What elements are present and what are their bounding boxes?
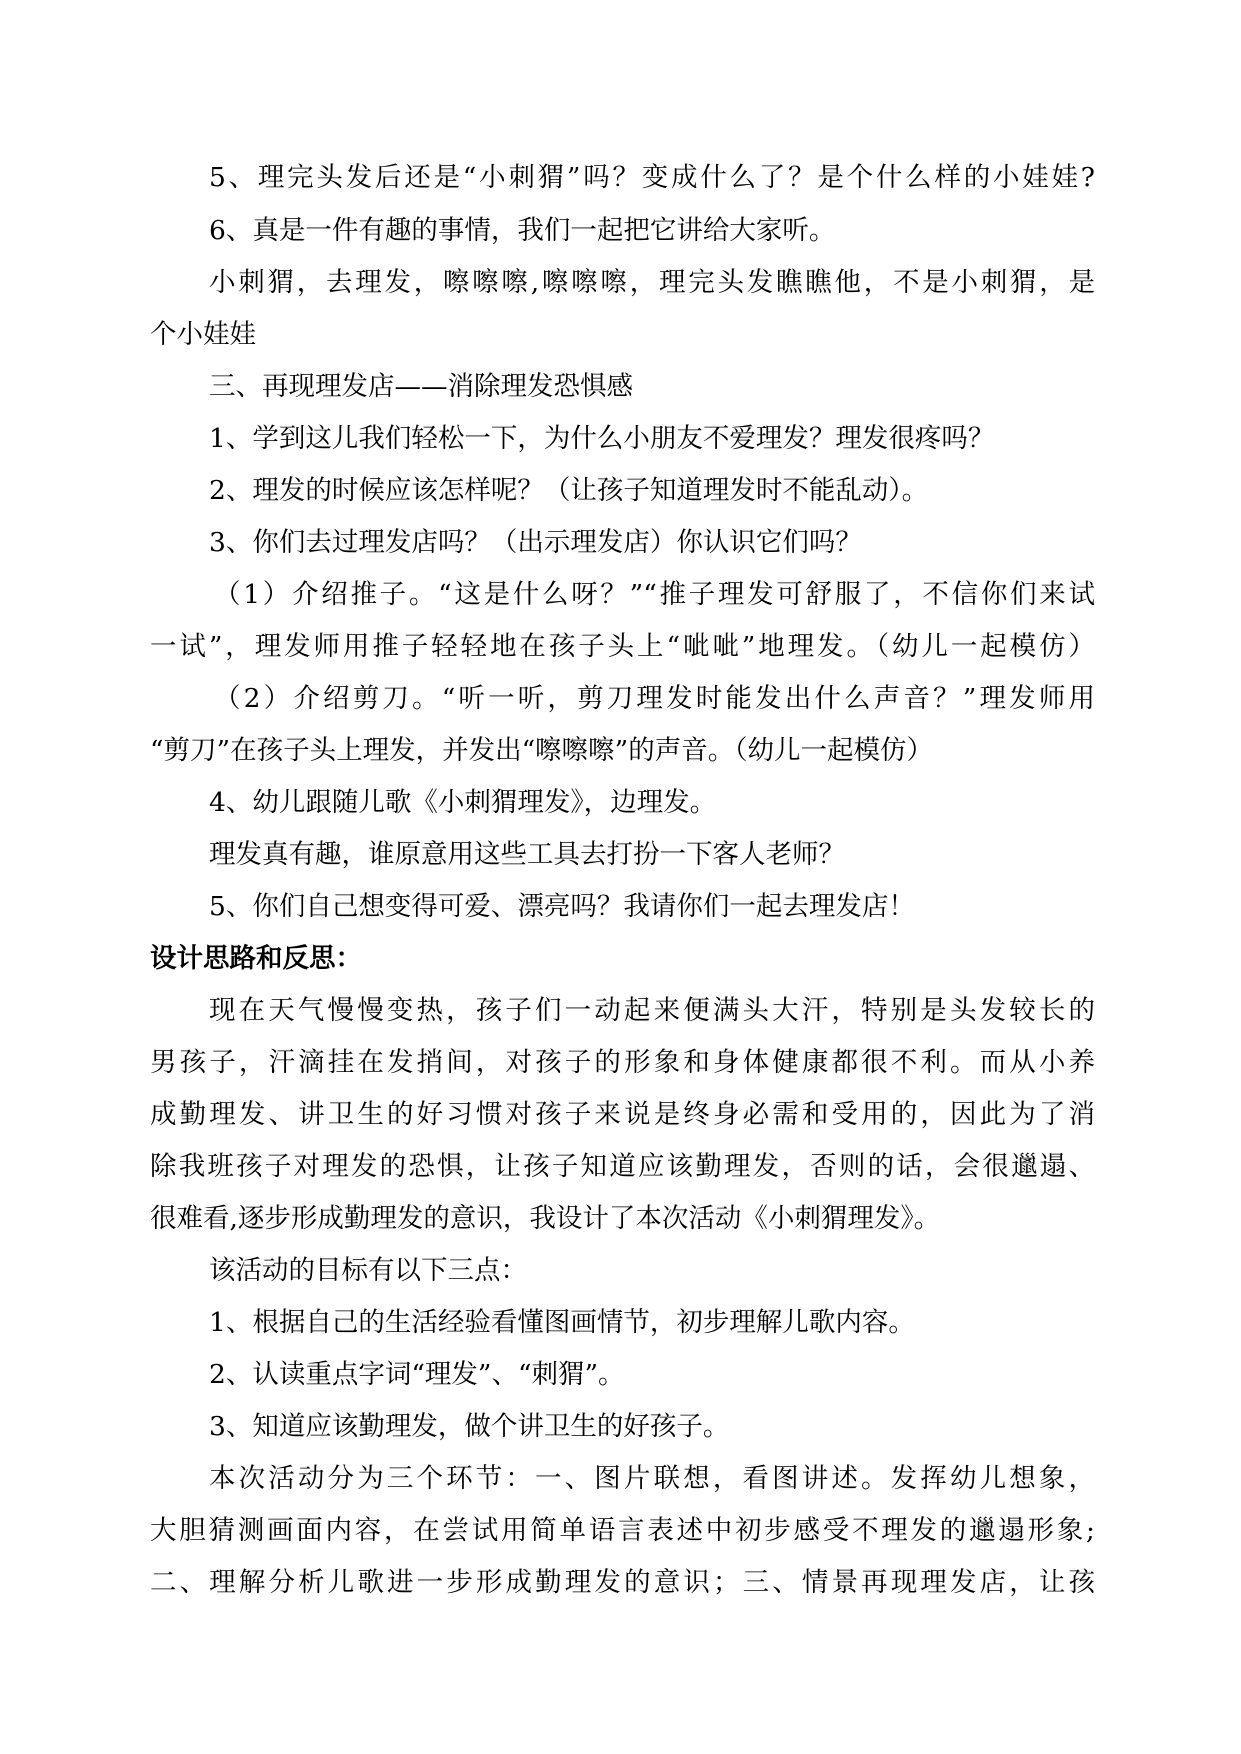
text-line: 4、幼儿跟随儿歌《小刺猬理发》，边理发。	[209, 787, 717, 818]
text-line: 男孩子，汗滴挂在发捎间，对孩子的形象和身体健康都很不利。而从小养	[150, 1047, 1095, 1078]
text-line: 2、理发的时候应该怎样呢？（让孩子知道理发时不能乱动）。	[209, 475, 929, 506]
section-heading: 设计思路和反思：	[150, 943, 362, 974]
text-line: 本次活动分为三个环节：一、图片联想，看图讲述。发挥幼儿想象，	[209, 1463, 1095, 1494]
text-line: 小刺猬，去理发，嚓嚓嚓,嚓嚓嚓，理完头发瞧瞧他，不是小刺猬，是	[209, 267, 1095, 298]
text-line: 除我班孩子对理发的恐惧，让孩子知道应该勤理发，否则的话，会很邋遢、	[150, 1151, 1095, 1182]
text-line: 二、理解分析儿歌进一步形成勤理发的意识；三、情景再现理发店，让孩	[150, 1567, 1095, 1598]
text-line: （2）介绍剪刀。“听一听，剪刀理发时能发出什么声音？”理发师用	[214, 683, 1095, 714]
text-line: 一试”，理发师用推子轻轻地在孩子头上“呲呲”地理发。（幼儿一起模仿）	[150, 631, 1095, 662]
text-line: 成勤理发、讲卫生的好习惯对孩子来说是终身必需和受用的，因此为了消	[150, 1099, 1095, 1130]
text-line: 3、你们去过理发店吗？（出示理发店）你认识它们吗？	[209, 527, 862, 558]
text-line: 理发真有趣，谁原意用这些工具去打扮一下客人老师？	[209, 839, 845, 870]
section-heading: 三、再现理发店——消除理发恐惧感	[209, 371, 633, 402]
text-line: 大胆猜测画面内容，在尝试用简单语言表述中初步感受不理发的邋遢形象;	[150, 1515, 1095, 1546]
text-line: 2、认读重点字词“理发”、“刺猬”。	[209, 1359, 625, 1390]
text-line: （1）介绍推子。“这是什么呀？”“推子理发可舒服了，不信你们来试	[214, 579, 1095, 610]
text-line: 5、你们自己想变得可爱、漂亮吗？我请你们一起去理发店！	[209, 891, 915, 922]
text-line: 3、知道应该勤理发，做个讲卫生的好孩子。	[209, 1411, 730, 1442]
text-line: 个小娃娃	[150, 319, 256, 350]
text-line: 5、理完头发后还是“小刺猬”吗？变成什么了？是个什么样的小娃娃?	[209, 162, 1095, 193]
text-line: 很难看,逐步形成勤理发的意识，我设计了本次活动《小刺猬理发》。	[150, 1203, 941, 1234]
text-line: 1、根据自己的生活经验看懂图画情节，初步理解儿歌内容。	[209, 1307, 915, 1338]
text-line: 现在天气慢慢变热，孩子们一动起来便满头大汗，特别是头发较长的	[209, 995, 1095, 1026]
text-line: 1、学到这儿我们轻松一下，为什么小朋友不爱理发？理发很疼吗？	[209, 423, 995, 454]
text-line: 该活动的目标有以下三点：	[209, 1255, 527, 1286]
text-line: 6、真是一件有趣的事情，我们一起把它讲给大家听。	[209, 215, 836, 246]
text-line: “剪刀”在孩子头上理发，并发出“嚓嚓嚓”的声音。（幼儿一起模仿）	[150, 735, 933, 766]
